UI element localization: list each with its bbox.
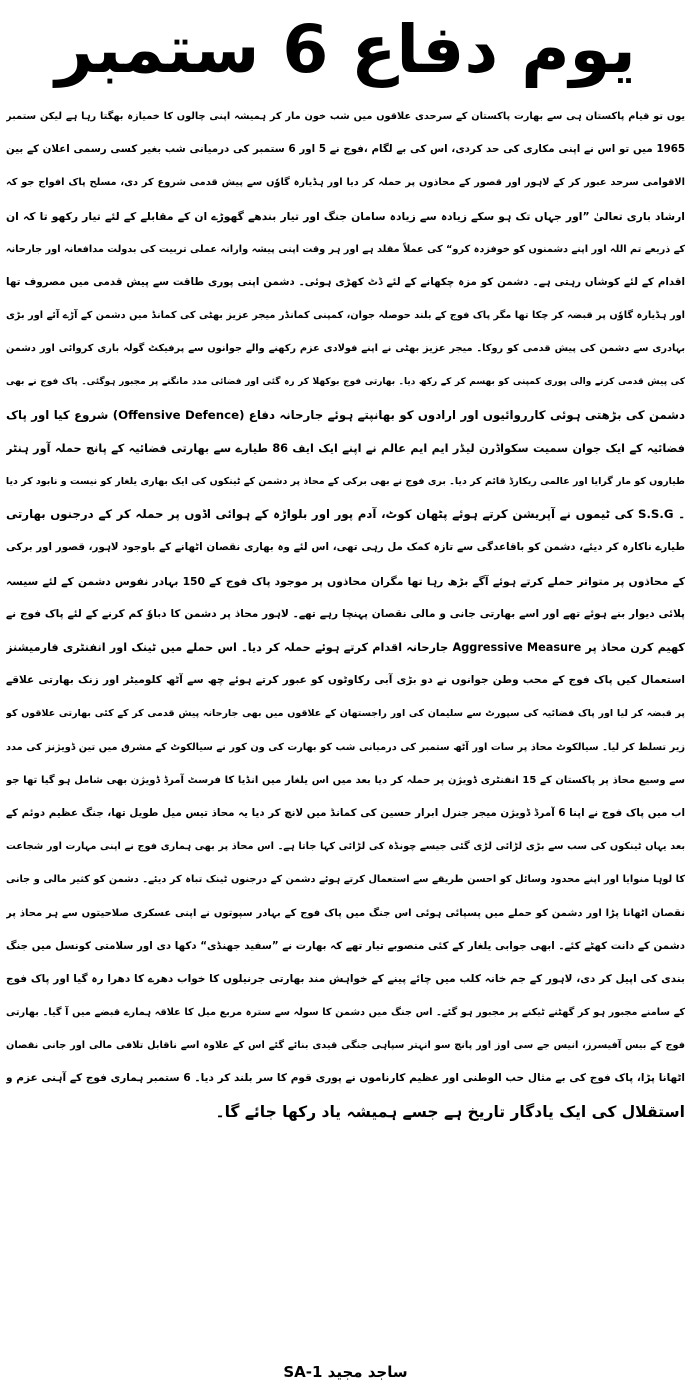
article-line: طیارے ناکارہ کر دیئے، دشمن کو باقاعدگی سے تازہ کمک مل رہی تھی، اس لئے وہ بھاری نقصان اٹھانے کے باوجود لاہور، قصور اور برکی: [6, 541, 685, 554]
article-line: دشمن کے دانت کھٹے کئے۔ ابھی جوابی یلغار کے کئی منصوبے تیار تھے کہ بھارت نے ”سفید جھنڈی“ دکھا دی اور سلامتی کونسل میں جنگ: [6, 939, 685, 952]
article-line: کا لوہا منوایا اور اپنے محدود وسائل کو احسن طریقے سے استعمال کرتے ہوئے دشمن کے درجنوں ٹینک تباہ کر دیئے۔ دشمن کو کثیر مالی و جانی: [6, 874, 685, 886]
article-line: 1965 میں تو اس نے اپنی مکاری کی حد کردی، اس کی بے لگام ،فوج نے 5 اور 6 ستمبر کی درمیانی شب بغیر کسی رسمی اعلان کے بین: [6, 143, 685, 156]
article-line: الاقوامی سرحد عبور کر کے لاہور اور قصور کے محاذوں پر حملہ کر دیا اور ہڈیارہ گاوٗں سے پیش قدمی شروع کر دی، مسلح پاک افواج جو کہ: [6, 177, 685, 189]
article-line: کے محاذوں پر متواتر حملے کرتے ہوئے آگے بڑھ رہا تھا مگران محاذوں پر موجود پاک فوج کے 150 بہادر نفوس دشمن کے لئے سیسہ: [6, 574, 685, 588]
article-body: [6, 100, 685, 1129]
article-line: ۔ S.S.G کی ٹیموں نے آپریشن کرتے ہوئے پٹھان کوٹ، آدم پور اور بلواڑہ کے ہوائی اڈوں پر حملہ کر کے درجنوں بھارتی: [6, 507, 685, 522]
article-line: کی پیش قدمی کرنے والی پوری کمپنی کو بھسم کر کے رکھ دیا۔ بھارتی فوج بوکھلا کر رہ گئی اور فضائی مدد مانگنے پر مجبور ہوگئی۔ پاک فوج نے بھی: [6, 376, 685, 387]
article-line: دشمن کی بڑھتی ہوئی کارروائیوں اور ارادوں کو بھانپتے ہوئے جارحانہ دفاع (Offensive Defence) شروع کیا اور پاک: [6, 407, 685, 422]
article-line: بعد یہاں ٹینکوں کی سب سے بڑی لڑائی لڑی گئی جیسے چونڈہ کی لڑائی کہا جاتا ہے۔ اس محاذ پر بھی ہماری فوج نے اپنی مہارت اور شجاعت: [6, 841, 685, 853]
article-line: بہادری سے دشمن کی پیش قدمی کو روکا۔ میجر عزیز بھٹی نے اپنے فولادی عزم رکھنے والے جوانوں سے پرفیکٹ گولہ باری کروائی اور دشمن: [6, 343, 685, 355]
article-line: طیاروں کو مار گرایا اور عالمی ریکارڈ قائم کر دیا۔ بری فوج نے بھی برکی کے محاذ پر دشمن کے ٹینکوں کی ایک بھاری یلغار کو نیست و نابود کر دیا: [6, 476, 685, 488]
article-line: کھیم کرن محاذ پر Aggressive Measure جارحانہ اقدام کرتے ہوئے حملہ کر دیا۔ اس حملے میں ٹینک اور انفنٹری فارمیشنز: [6, 641, 685, 654]
article-line: فضائیہ کے ایک جوان سمیت سکواڈرن لیڈر ایم ایم عالم نے اپنے ایک ایف 86 طیارے سے بھارتی فضائیہ کے پانچ حملہ آور ہنٹر: [6, 441, 685, 455]
article-line: اور ہڈیارہ گاوٗں پر قبضہ کر چکا تھا مگر پاک فوج کے بلند حوصلہ جوان، کمپنی کمانڈر میجر عزیز بھٹی کی کمانڈ میں دشمن کے آڑے آئے اور بڑی: [6, 310, 685, 322]
article-line: اقدام کے لئے کوشاں رہتی ہے۔ دشمن کو مزہ چکھانے کے لئے ڈٹ کھڑی ہوئی۔ دشمن اپنی پوری طاقت سے پیش قدمی میں مصروف تھا: [6, 275, 685, 288]
article-line: یوں تو قیام پاکستان ہی سے بھارت پاکستان کے سرحدی علاقوں میں شب خون مار کر ہمیشہ اپنی چالوں کا خمیازہ بھگتا رہا ہے لیکن ستمبر: [6, 111, 685, 122]
article-line: کے سامنے مجبور ہو کر گھٹنے ٹیکنے پر مجبور ہو گئے۔ اس جنگ میں دشمن کا سولہ سے سترہ مربع میل کا علاقہ ہمارے قبضے میں آ گیا۔ بھارتی: [6, 1007, 685, 1019]
article-line: سے وسیع محاذ پر پاکستان کے 15 انفنٹری ڈویژن پر حملہ کر دیا بعد میں اس یلغار میں انڈیا کا فرسٹ آمرڈ ڈویژن بھی شامل ہو گیا تھا جو: [6, 774, 685, 786]
article-line: استقلال کی ایک یادگار تاریخ ہے جسے ہمیشہ یاد رکھا جائے گا۔: [215, 1102, 685, 1121]
article-line: بندی کی اپیل کر دی، لاہور کے جم خانہ کلب میں چائے پینے کے خواہش مند بھارتی جرنیلوں کا خواب دھرے کا دھرا رہ گیا اور پاک فوج: [6, 972, 685, 985]
article-line: اب میں پاک فوج نے اپنا 6 آمرڈ ڈویژن میجر جنرل ابرار حسین کی کمانڈ میں لانچ کر دیا یہ محاذ تیس میل طویل تھا، جنگ عظیم دوئم کے: [6, 806, 685, 819]
article-line: کے ذریعے تم اللہ اور اپنے دشمنوں کو خوفزدہ کرو“ کی عملاً مقلد ہے اور ہر وقت اپنی پیشہ وارانہ عملی تربیت کی بدولت مدافعانہ اور جارحانہ: [6, 243, 685, 255]
article-line: فوج کے بیس آفیسرز، انیس جے سی اوز اور پانچ سو انہتر سپاہی جنگی قیدی بنائے گئے اس کے علاوہ اسے ناقابل تلافی مالی اور جانی نقصان: [6, 1040, 685, 1052]
article-line: اٹھانا پڑا، پاک فوج کی بے مثال حب الوطنی اور عظیم کارناموں نے پوری قوم کا سر بلند کر دیا۔ 6 ستمبر ہماری فوج کے آہنی عزم و: [6, 1072, 685, 1085]
article-line: پلائی دیوار بنے ہوئے تھے اور اسے بھارتی جانی و مالی نقصان پہنچا رہے تھے۔ لاہور محاذ پر دشمن کا دباوٗ کم کرنے کے لئے پاک فوج نے: [6, 607, 685, 620]
article-line: ارشاد باری تعالیٰ ”اور جہاں تک ہو سکے زیادہ سے زیادہ سامان جنگ اور تیار بندھے گھوڑے ان کے مقابلے کے لئے تیار رکھو تا کہ ان: [6, 209, 685, 223]
article-title: یوم دفاع 6 ستمبر: [55, 11, 636, 88]
article-line: پر قبضہ کر لیا اور پاک فضائیہ کی سپورٹ سے سلیمان کی اور راجستھان کے علاقوں میں بھی جارحانہ پیش قدمی کر کے کئی بھارتی علاقوں کو: [6, 708, 685, 720]
article-line: استعمال کیں پاک فوج کے محب وطن جوانوں نے دو بڑی آبی رکاوٹوں کو عبور کرتے ہوئے چھ سے آٹھ کلومیٹر اور زنک بھارتی علاقے: [6, 674, 685, 687]
article-line: نقصان اٹھانا پڑا اور دشمن کو حملے میں پسپائی ہوئی اس جنگ میں پاک فوج کے بہادر سپوتوں نے اپنی عسکری صلاحیتوں سے ہر محاذ پر: [6, 907, 685, 919]
article-line: زیر تسلط کر لیا۔ سیالکوٹ محاذ پر سات اور آٹھ ستمبر کی درمیانی شب کو بھارت کی ون کور نے سیالکوٹ کے مشرق میں تین ڈویژنز کی مدد: [6, 741, 685, 753]
byline: ساجد مجید SA-1: [283, 1363, 408, 1381]
